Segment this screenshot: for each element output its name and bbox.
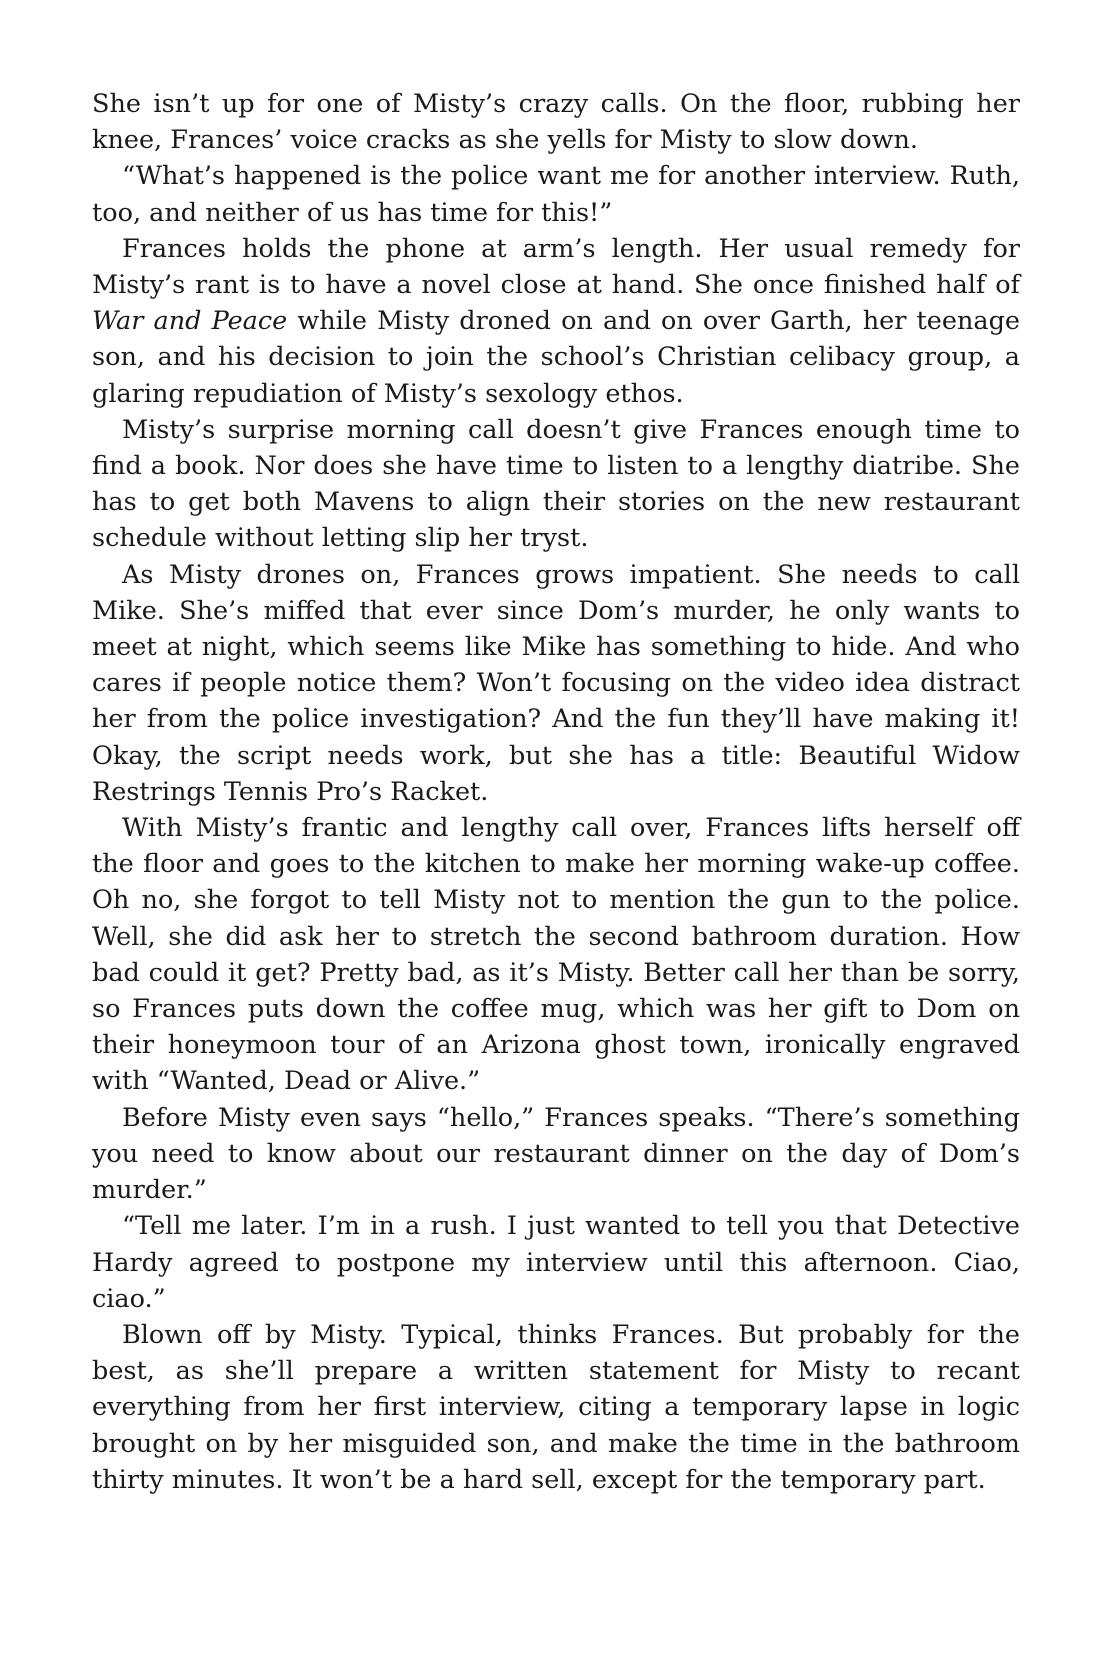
paragraph-2: “What’s happened is the police want me for another interview. Ruth, too, and neither of us has time for this!” [92,161,1020,228]
paragraph-6: With Misty’s frantic and lengthy call over, Frances lifts herself off the floor and goes to the kitchen to make her morning wake-up coffee. Oh no, she forgot to tell Misty not to mention the gun to the police. Well, she did ask her to stretch the second bathroom duration. How bad could it get? Pretty bad, as it’s Misty. Better call her than be sorry, so Frances puts down the coffee mug, which was her gift to Dom on their honeymoon tour of an Arizona ghost town, ironically engraved with “Wanted, Dead or Alive.” [92,813,1020,1097]
book-title-italic: War and Peace [92,306,288,337]
paragraph-3 [92,231,1020,412]
paragraph-7: Before Misty even says “hello,” Frances speaks. “There’s something you need to know about our restaurant dinner on the day of Dom’s murder.” [92,1102,1020,1206]
paragraph-3-before: Frances holds the phone at arm’s length. Her usual remedy for Misty’s rant is to have a novel close at hand. She once finished half of [92,233,1020,301]
paragraph-3-after: while Misty droned on and on over Garth, her teenage son, and his decision to join the school’s Christian celibacy group, a glaring repudiation of Misty’s sexology ethos. [92,306,1020,409]
paragraph-8: “Tell me later. I’m in a rush. I just wanted to tell you that Detective Hardy agreed to postpone my interview until this afternoon. Ciao, ciao.” [92,1211,1020,1314]
paragraph-9: Blown off by Misty. Typical, thinks Frances. But probably for the best, as she’ll prepare a written statement for Misty to recant everything from her first interview, citing a temporary lapse in logic brought on by her misguided son, and make the time in the bathroom thirty minutes. It won’t be a hard sell, except for the temporary part. [92,1319,1020,1495]
paragraph-5: As Misty drones on, Frances grows impatient. She needs to call Mike. She’s miffed that ever since Dom’s murder, he only wants to meet at night, which seems like Mike has something to hide. And who cares if people notice them? Won’t focusing on the video idea distract her from the police investigation? And the fun they’ll have making it! Okay, the script needs work, but she has a title: Beautiful Widow Restrings Tennis Pro’s Racket. [92,559,1020,807]
paragraph-4: Misty’s surprise morning call doesn’t give Frances enough time to find a book. Nor does she have time to listen to a lengthy diatribe. She has to get both Mavens to align their stories on the new restaurant schedule without letting slip her tryst. [92,414,1020,554]
paragraph-1: She isn’t up for one of Misty’s crazy calls. On the floor, rubbing her knee, Frances’ voice cracks as she yells for Misty to slow down. [92,89,1020,156]
